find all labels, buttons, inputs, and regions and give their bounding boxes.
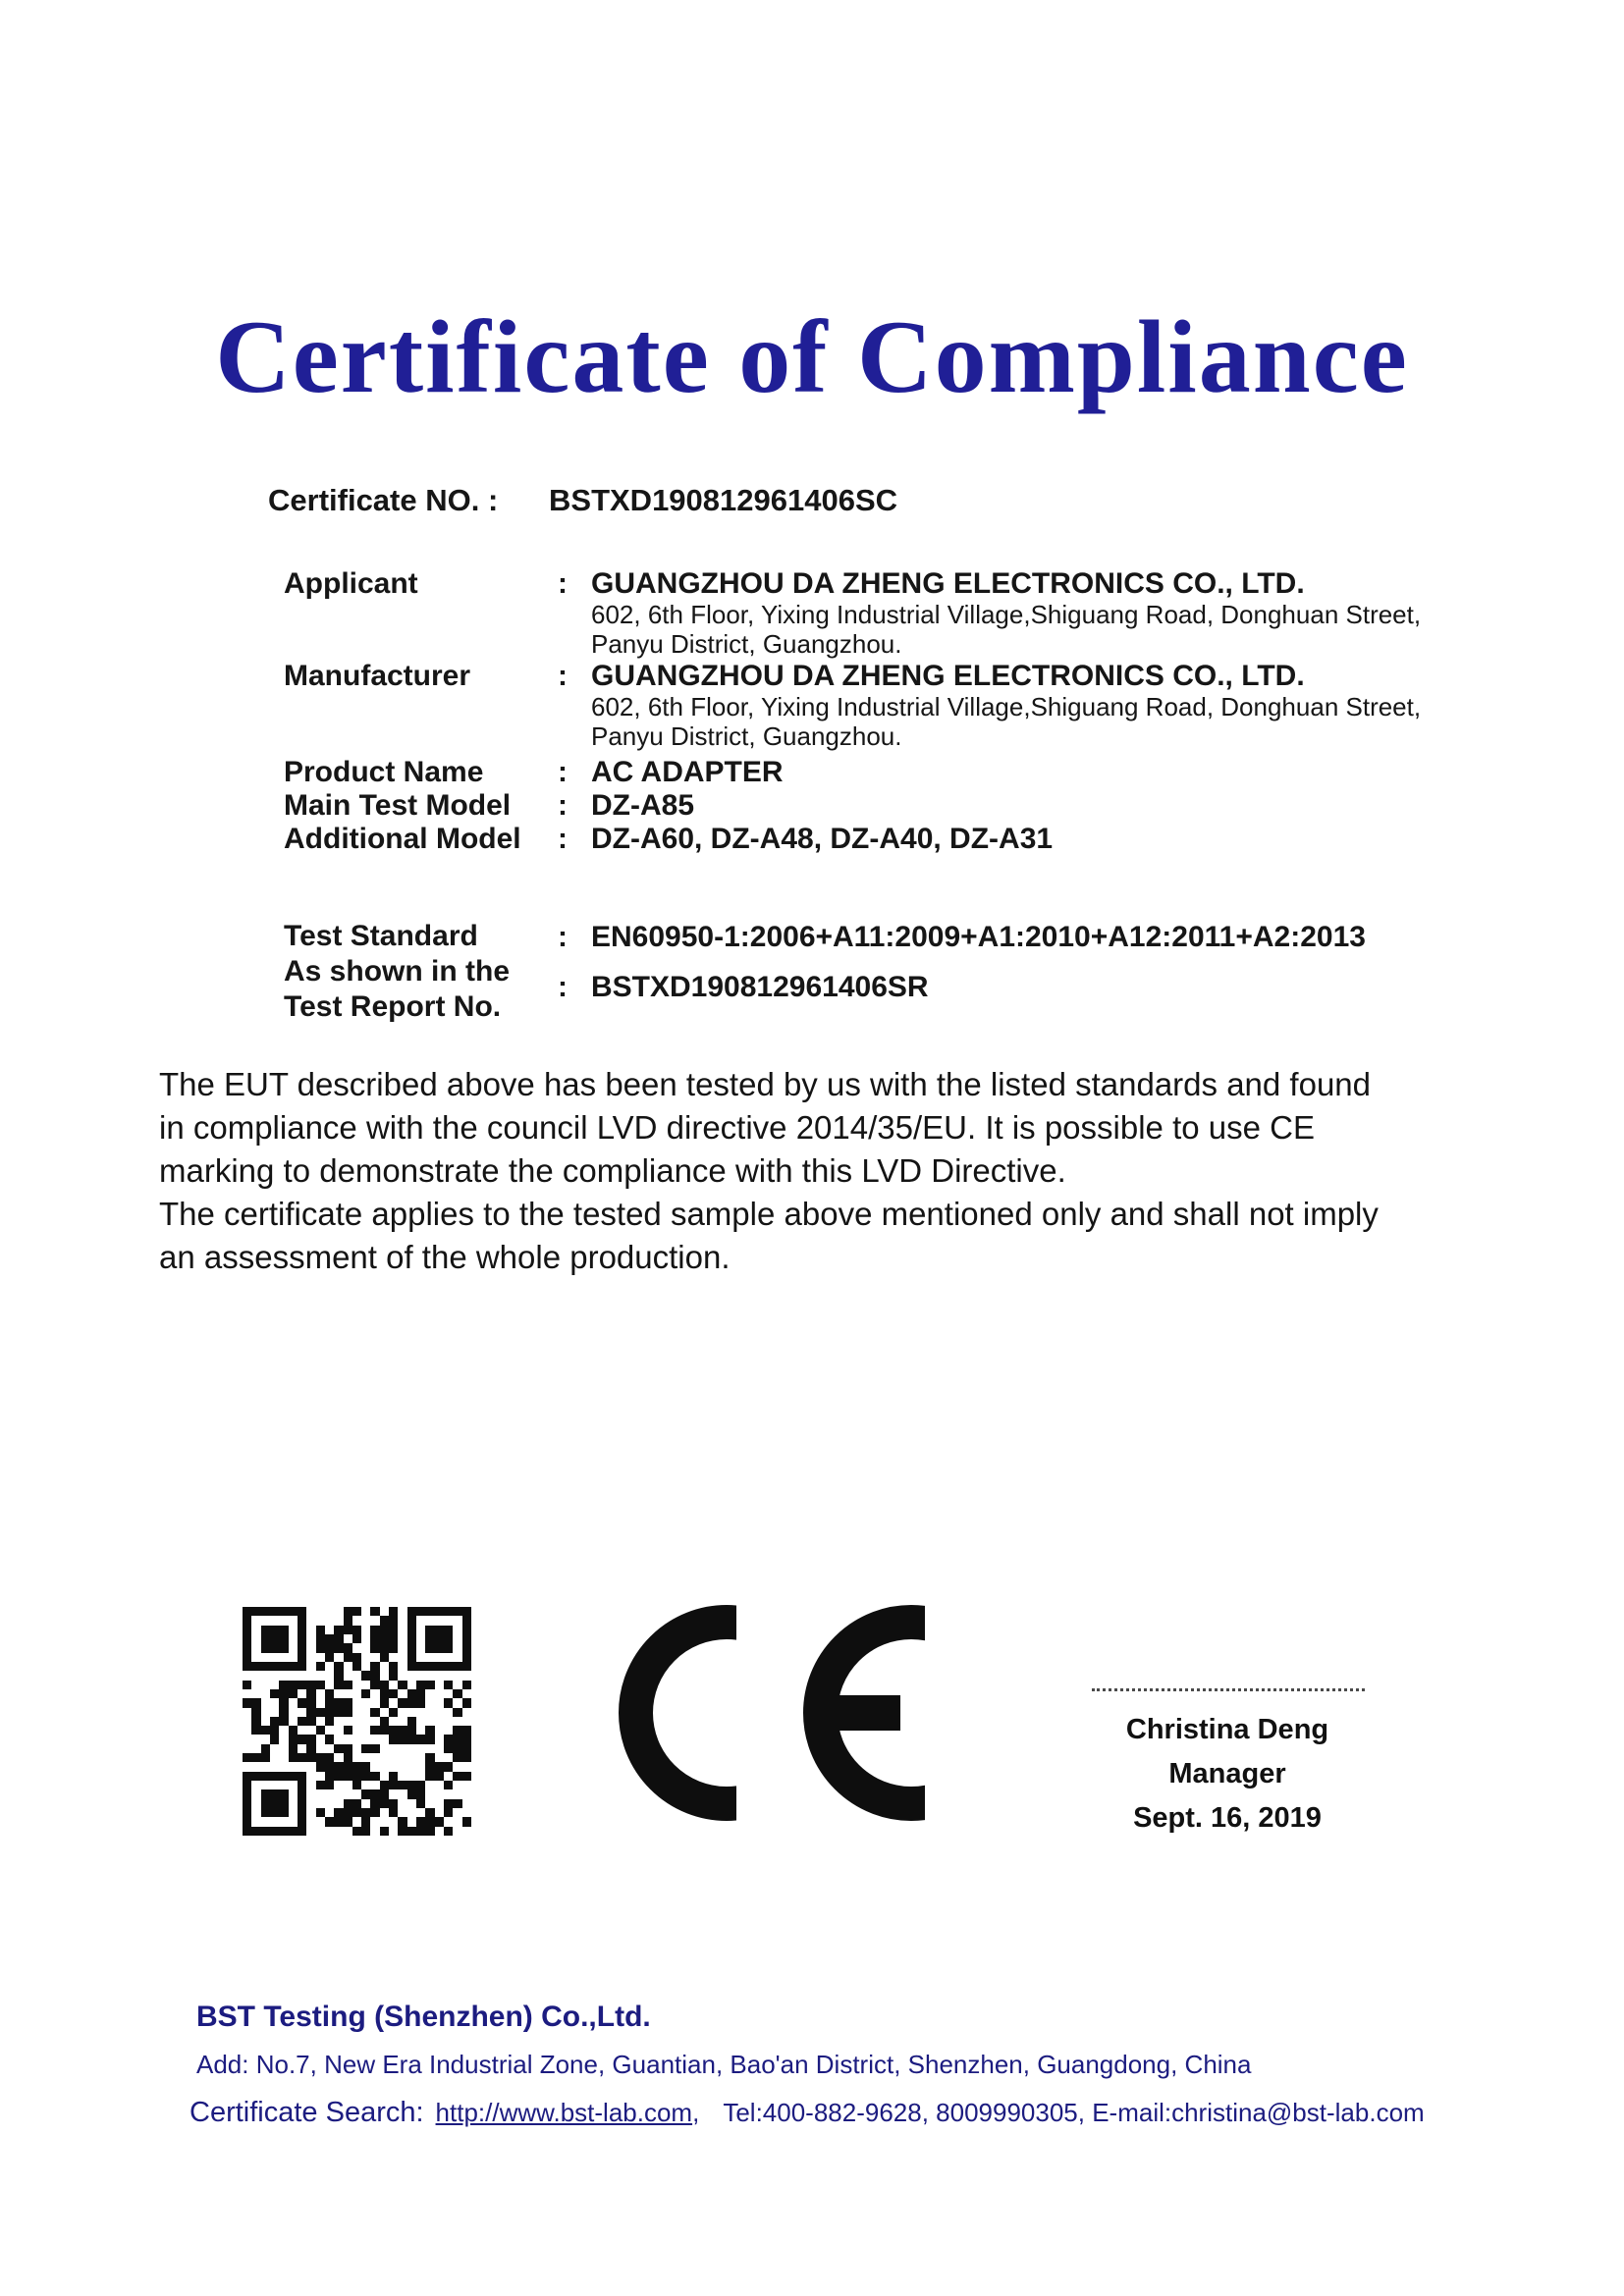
manufacturer-address	[591, 692, 1421, 751]
test-report-colon: :	[558, 971, 568, 1003]
compliance-statement	[159, 1063, 1514, 1279]
product-name-value: AC ADAPTER	[591, 756, 784, 788]
applicant-address-line: 602, 6th Floor, Yixing Industrial Village,Shiguang Road, Donghuan Street,	[591, 600, 1422, 629]
product-name-label: Product Name	[284, 756, 484, 788]
test-standard-label-block	[284, 919, 510, 1025]
test-report-label: Test Report No.	[284, 990, 502, 1023]
test-standard-colon: :	[558, 921, 568, 953]
signer-role: Manager	[1168, 1758, 1286, 1789]
ce-mark-logo	[619, 1605, 925, 1826]
signature-dotted-line	[1092, 1688, 1365, 1691]
as-shown-label: As shown in the	[284, 955, 511, 988]
statement-line: The EUT described above has been tested by us with the listed standards and found	[159, 1066, 1372, 1102]
additional-model-label: Additional Model	[284, 823, 521, 855]
statement-line: The certificate applies to the tested sample above mentioned only and shall not imply	[159, 1196, 1379, 1232]
test-report-value: BSTXD190812961406SR	[591, 971, 929, 1003]
qr-code	[243, 1607, 471, 1836]
lab-contact-info: Tel:400-882-9628, 8009990305, E-mail:christina@bst-lab.com	[723, 2098, 1425, 2127]
signer-name: Christina Deng	[1125, 1714, 1329, 1745]
main-test-model-value: DZ-A85	[591, 789, 695, 822]
certificate-title: Certificate of Compliance	[215, 299, 1409, 414]
additional-model-value: DZ-A60, DZ-A48, DZ-A40, DZ-A31	[591, 823, 1054, 855]
statement-line: an assessment of the whole production.	[159, 1239, 731, 1275]
lab-company-name: BST Testing (Shenzhen) Co.,Ltd.	[196, 2001, 651, 2033]
product-name-colon: :	[558, 756, 568, 788]
certificate-search-label: Certificate Search:	[189, 2097, 424, 2128]
ce-mark-svg	[619, 1605, 925, 1821]
signature-date: Sept. 16, 2019	[1133, 1802, 1322, 1834]
applicant-colon: :	[558, 567, 568, 600]
statement-line: marking to demonstrate the compliance with this LVD Directive.	[159, 1152, 1066, 1189]
lab-address: Add: No.7, New Era Industrial Zone, Guantian, Bao'an District, Shenzhen, Guangdong, China	[196, 2050, 1252, 2079]
manufacturer-address-line: 602, 6th Floor, Yixing Industrial Village,Shiguang Road, Donghuan Street,	[591, 692, 1422, 721]
test-standard-value: EN60950-1:2006+A11:2009+A1:2010+A12:2011+A2:2013	[591, 921, 1366, 953]
certificate-number-value: BSTXD190812961406SC	[549, 483, 898, 517]
main-test-model-label: Main Test Model	[284, 789, 512, 822]
applicant-label: Applicant	[284, 567, 418, 600]
statement-line: in compliance with the council LVD directive 2014/35/EU. It is possible to use CE	[159, 1109, 1315, 1146]
certificate-number-row	[0, 483, 1624, 522]
certificate-number-label: Certificate NO. :	[268, 483, 499, 517]
url-comma: ,	[692, 2098, 700, 2127]
applicant-value: GUANGZHOU DA ZHENG ELECTRONICS CO., LTD.	[591, 567, 1305, 600]
manufacturer-address-line: Panyu District, Guangzhou.	[591, 721, 902, 751]
applicant-address-line: Panyu District, Guangzhou.	[591, 629, 902, 659]
applicant-address	[591, 600, 1421, 659]
manufacturer-label: Manufacturer	[284, 660, 471, 692]
manufacturer-colon: :	[558, 660, 568, 692]
manufacturer-value: GUANGZHOU DA ZHENG ELECTRONICS CO., LTD.	[591, 660, 1305, 692]
test-standard-label: Test Standard	[284, 920, 478, 952]
additional-model-colon: :	[558, 823, 568, 855]
certificate-search-link[interactable]: http://www.bst-lab.com	[435, 2098, 693, 2127]
signature-block	[1065, 1708, 1389, 1841]
certificate-search-row	[189, 2097, 1425, 2129]
main-test-model-colon: :	[558, 789, 568, 822]
